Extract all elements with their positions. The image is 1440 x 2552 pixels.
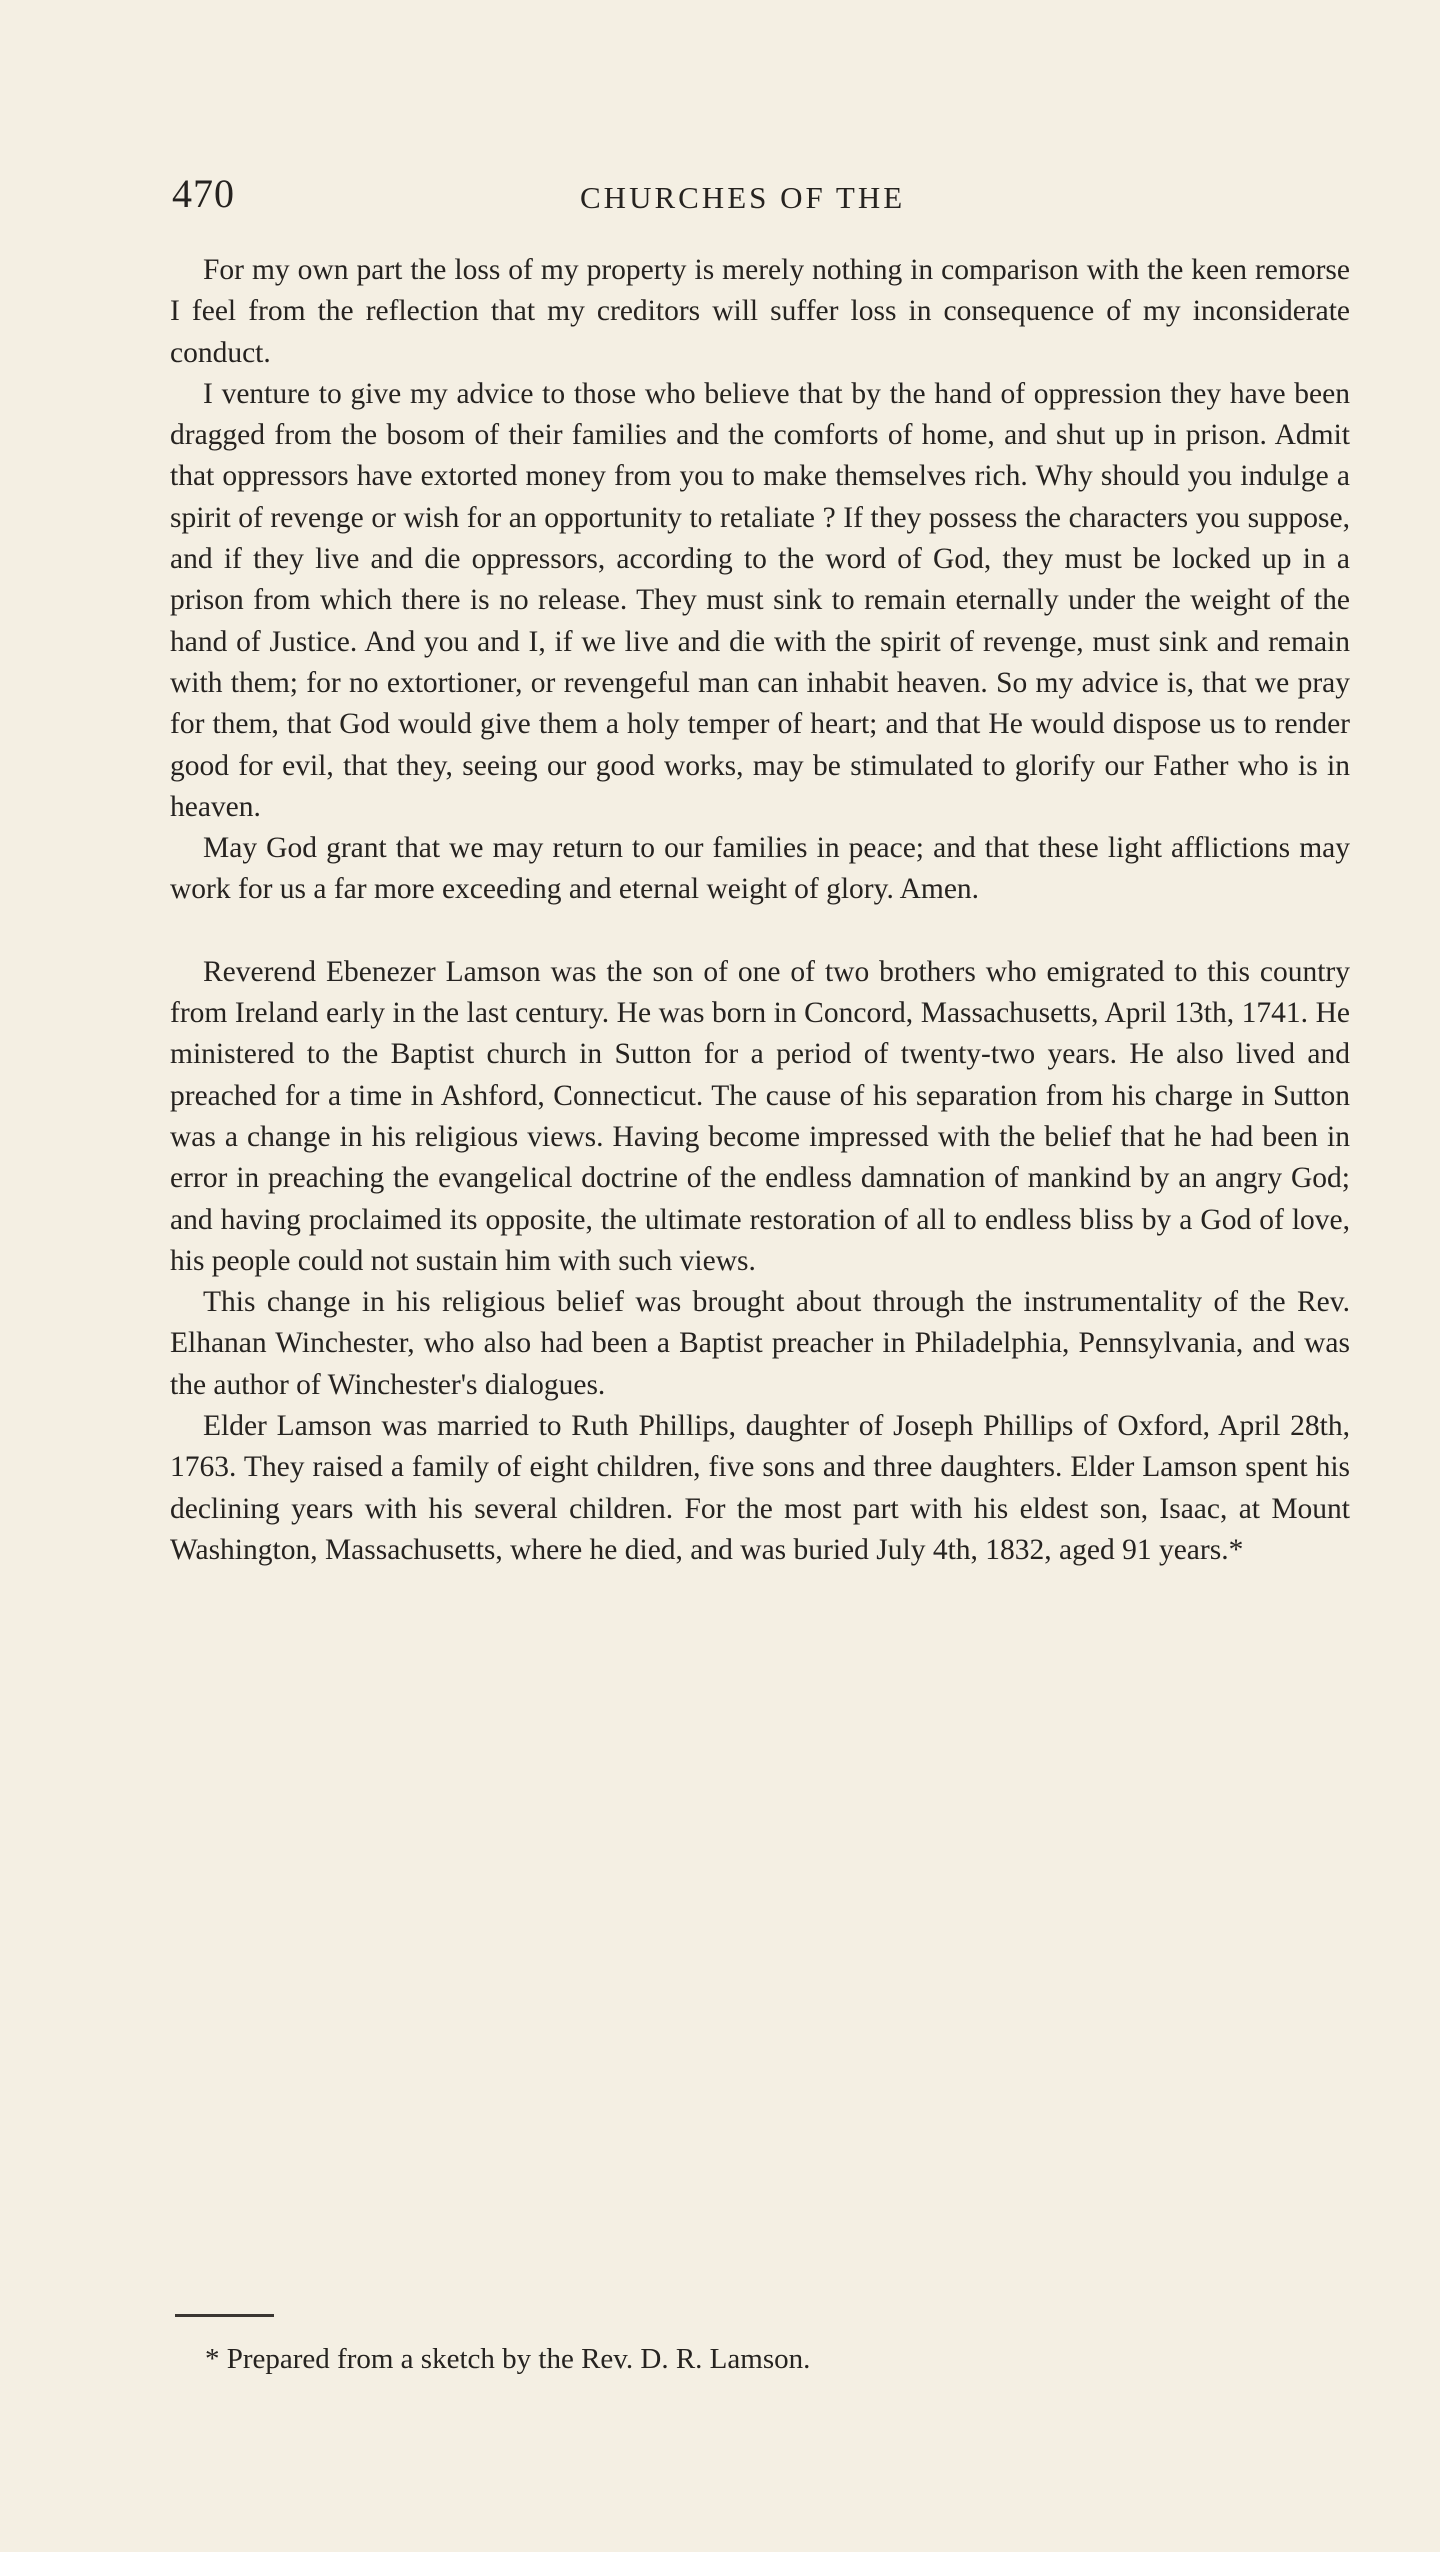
running-head [172, 170, 1352, 220]
page-number: 470 [172, 171, 235, 216]
section-gap [170, 911, 1350, 952]
body-text [170, 250, 1350, 1571]
footnote-rule [175, 2314, 274, 2317]
paragraph-prayer: May God grant that we may return to our families in peace; and that these light afflictions may work for us a far more exceeding and eternal weight of glory. Amen. [170, 832, 1350, 906]
paragraph-family: Elder Lamson was married to Ruth Phillips, daughter of Joseph Phillips of Oxford, April 28th, 1763. They raised a family of eight children, five sons and three daughters. Elder Lamson spent his declining years with his several children. For the most part with his eldest son, Isaac, at Mount Washington, Massachusetts, where he died, and was buried July 4th, 1832, aged 91 years.* [170, 1410, 1350, 1566]
paragraph-loss-of-property: For my own part the loss of my property is merely nothing in comparison with the keen remorse I feel from the reflection that my creditors will suffer loss in consequence of my inconsiderate conduct. [170, 254, 1350, 369]
paragraph-lamson-biography: Reverend Ebenezer Lamson was the son of one of two brothers who emigrated to this country from Ireland early in the last century. He was born in Concord, Massachusetts, April 13th, 1741. He ministered to the Baptist church in Sutton for a period of twenty-two years. He also lived and preached for a time in Ashford, Connecticut. The cause of his separation from his charge in Sutton was a change in his religious views. Having become impressed with the belief that he had been in error in preaching the evangelical doctrine of the endless damnation of mankind by an angry God; and having proclaimed its opposite, the ultimate restoration of all to endless bliss by a God of love, his people could not sustain him with such views. [170, 955, 1350, 1277]
footnote: * Prepared from a sketch by the Rev. D. R. Lamson. [205, 2343, 811, 2375]
running-title: CHURCHES OF THE [580, 180, 906, 215]
paragraph-advice: I venture to give my advice to those who believe that by the hand of oppression they have been dragged from the bosom of their families and the comforts of home, and shut up in prison. Admit that oppressors have extorted money from you to make themselves rich. Why should you indulge a spirit of revenge or wish for an opportunity to retaliate ? If they possess the characters you suppose, and if they live and die oppressors, according to the word of God, they must be locked up in a prison from which there is no release. They must sink to remain eternally under the weight of the hand of Justice. And you and I, if we live and die with the spirit of revenge, must sink and remain with them; for no extortioner, or revengeful man can inhabit heaven. So my advice is, that we pray for them, that God would give them a holy temper of heart; and that He would dispose us to render good for evil, that they, seeing our good works, may be stimulated to glorify our Father who is in heaven. [170, 377, 1350, 823]
paragraph-religious-change: This change in his religious belief was brought about through the instrumentality of the Rev. Elhanan Winchester, who also had been a Baptist preacher in Philadelphia, Pennsylvania, and was the author of Winchester's dialogues. [170, 1286, 1350, 1401]
